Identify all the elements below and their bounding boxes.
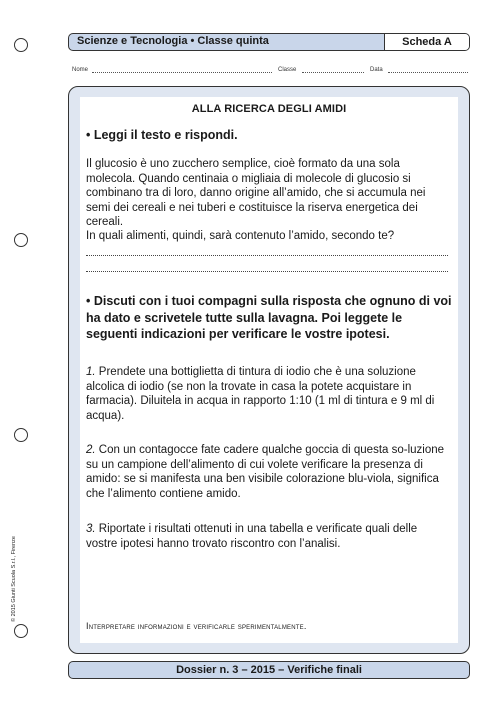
name-label: Nome [72,67,89,73]
class-label: Classe [278,67,297,73]
date-field[interactable] [388,72,468,73]
step-text: Riportate i risultati ottenuti in una tabella e verificate quali delle vostre ipotesi hanno trovato riscontro con l’analisi. [86,523,418,550]
question-text: In quali alimenti, quindi, sarà contenuto l’amido, secondo te? [86,230,395,242]
name-field[interactable] [92,72,272,73]
instruction-read: • Leggi il testo e rispondi. [86,128,238,142]
reading-paragraph: Il glucosio è uno zucchero semplice, cioè formato da una sola molecola. Quando centinaia o migliaia di molecole di glucosio si combinano tra di loro, danno origine all’amido, che si accumula nei semi dei cereali e nei tuberi e costituisce la riserva energetica dei cereali. [86,158,426,228]
instruction-discuss: • Discuti con i tuoi compagni sulla risposta che ognuno di voi ha dato e scrivetele tutte sulla lavagna. Poi leggete le seguenti indicazioni per verificare le vostre ipotesi. [86,294,452,341]
copyright-note: © 2015 Giunti Scuola S.r.l., Firenze [11,536,17,622]
answer-line[interactable] [86,255,448,256]
date-label: Data [370,67,383,73]
step-2 [86,443,450,501]
subject-title: Scienze e Tecnologia • Classe quinta [77,35,269,47]
step-number: 3. [86,523,96,535]
skill-note: Interpretare informazioni e verificarle sperimentalmente. [86,621,307,631]
exercise-card [68,86,470,654]
step-number: 2. [86,444,96,456]
step-text: Prendete una bottiglietta di tintura di iodio che è una soluzione alcolica di iodio (se non la trovate in casa la potete acquistare in farmacia). Diluitela in acqua in rapporto 1:10 (1 ml di tintura e 9 ml di acqua). [86,366,435,422]
exercise-content [80,97,458,643]
step-1 [86,365,450,423]
binder-hole [14,38,28,52]
step-3 [86,522,450,551]
answer-line[interactable] [86,271,448,272]
page-title: ALLA RICERCA DEGLI AMIDI [191,103,347,115]
student-fields [72,67,468,77]
class-field[interactable] [302,72,364,73]
binder-hole [14,428,28,442]
step-number: 1. [86,366,96,378]
sheet-label: Scheda A [384,34,469,50]
step-text: Con un contagocce fate cadere qualche goccia di questa so-luzione su un campione dell’alimento di cui volete verificare la presenza di amido: se si manifesta una ben visibile colorazione blu-viola, significa che l’alimento contiene amido. [86,444,445,500]
binder-hole [14,233,28,247]
footer-bar: Dossier n. 3 – 2015 – Verifiche finali [68,661,470,679]
header-bar [68,33,470,51]
